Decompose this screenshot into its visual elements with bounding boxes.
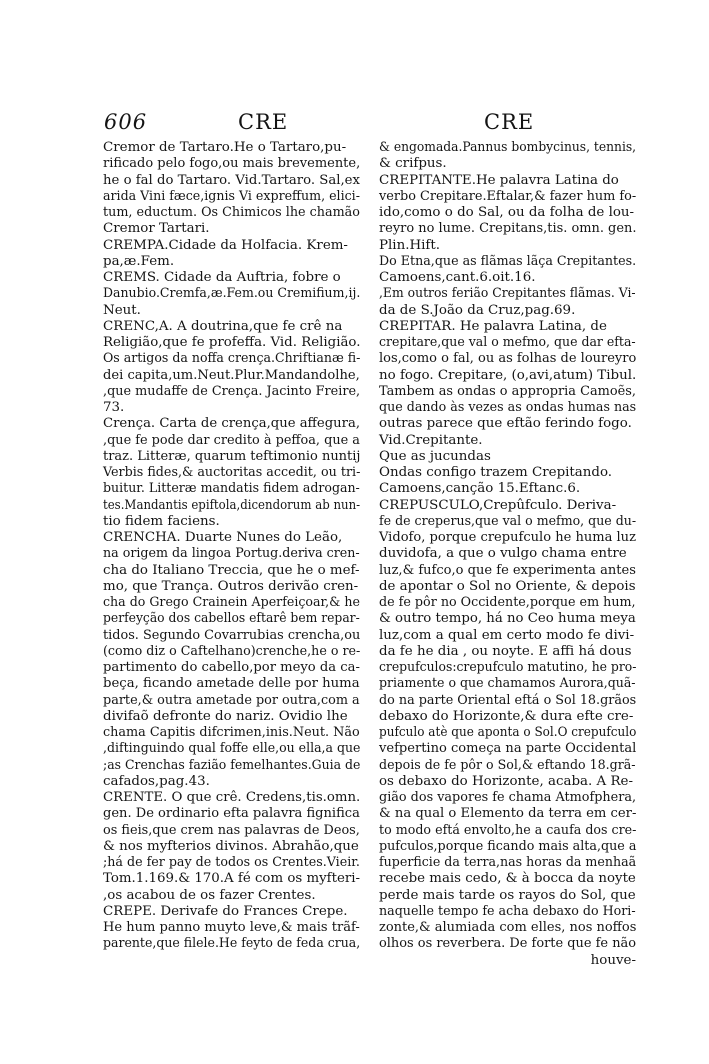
text-line: chama Capitis difcrimen,inis.Neut. Não — [103, 725, 360, 740]
text-line: tidos. Segundo Covarrubias crencha,ou — [103, 627, 361, 643]
text-line: tum, eductum. Os Chimicos lhe chamão — [103, 205, 360, 220]
text-line: partimento do cabello,por meyo da ca- — [103, 660, 360, 675]
text-line: os fieis,que crem nas palavras de Deos, — [103, 822, 360, 838]
text-line: pa,æ.Fem. — [103, 253, 175, 269]
text-line: 73. — [103, 400, 125, 415]
text-line: depois de fe pôr o Sol,& eftando 18.grã- — [379, 757, 636, 773]
text-line: gião dos vapores fe chama Atmofphera, — [379, 790, 637, 805]
text-line: luz,& fufco,o que fe experimenta antes — [379, 562, 636, 578]
text-line: pufculo atè que aponta o Sol.O crepufculo — [379, 725, 637, 740]
left-column-heading: CRE — [238, 110, 289, 134]
text-line: Os artigos da noffa crença.Chriftianæ fi- — [103, 351, 361, 367]
text-line: CREMS. Cidade da Auftria, fobre o — [103, 270, 341, 285]
text-line: zonte,& alumiada com elles, nos noffos — [379, 920, 637, 935]
text-line: crepitare,que val o mefmo, que dar efta- — [379, 335, 636, 350]
text-line: de apontar o Sol no Oriente, & depois — [379, 578, 636, 594]
text-line: ,Em outros ferião Crepitantes flãmas. Vi- — [379, 286, 636, 302]
text-line: houve- — [590, 952, 636, 968]
text-line: fe de creperus,que val o mefmo, que du- — [379, 513, 637, 529]
text-line: Tom.1.169.& 170.A fé com os myfteri- — [103, 871, 360, 887]
text-line: CRENTE. O que crê. Credens,tis.omn. — [103, 790, 361, 805]
text-line: & na qual o Elemento da terra em cer- — [379, 806, 637, 822]
text-line: ,que mudaffe de Crença. Jacinto Freire, — [103, 383, 361, 399]
text-line: divifaõ defronte do nariz. Ovidio lhe — [103, 708, 348, 724]
text-line: & crifpus. — [379, 156, 447, 172]
text-line: tes.Mandantis epiftola,dicendorum ab nun- — [103, 497, 361, 513]
text-line: CREPITAR. He palavra Latina, de — [379, 318, 607, 334]
text-line: reyro no lume. Crepitans,tis. omn. gen. — [379, 221, 637, 237]
text-line: he o fal do Tartaro. Vid.Tartaro. Sal,ex — [103, 172, 360, 188]
text-line: Vidofo, porque crepufculo he huma luz — [379, 530, 636, 545]
text-line: fuperficie da terra,nas horas da menhaã — [379, 855, 637, 870]
text-line: CREMPA.Cidade da Holfacia. Krem- — [103, 237, 348, 253]
text-line: do na parte Oriental eftá o Sol 18.grãos — [379, 692, 637, 708]
text-line: priamente o que chamamos Aurora,quã- — [379, 676, 636, 692]
text-line: pufculos,porque ficando mais alta,que a — [379, 838, 637, 854]
text-line: perfeyção dos cabellos eftarê bem repar- — [103, 611, 360, 627]
text-line: Camoens,cant.6.oit.16. — [379, 270, 536, 285]
text-line: outras parece que eftão ferindo fogo. — [379, 416, 632, 432]
text-line: vefpertino começa na parte Occidental — [379, 741, 637, 757]
text-line: Verbis fides,& auctoritas accedit, ou tri- — [103, 465, 361, 480]
text-line: CREPUSCULO,Crepûfculo. Deriva- — [379, 497, 617, 513]
text-line: gen. De ordinario efta palavra fignifica — [103, 806, 360, 822]
text-line: na origem da lingoa Portug.deriva cren- — [103, 546, 360, 562]
text-line: mo, que Trança. Outros derivão cren- — [103, 578, 359, 594]
text-line: Do Etna,que as flãmas lãça Crepitantes. — [379, 253, 637, 269]
text-line: CREPE. Derivafe do Frances Crepe. — [103, 903, 348, 919]
text-line: & outro tempo, há no Ceo huma meya — [379, 611, 636, 627]
text-line: arida Vini fæce,ignis Vi expreffum, elici- — [103, 188, 360, 204]
text-line: olhos os reverbera. De forte que fe não — [379, 936, 637, 952]
text-line: traz. Litteræ, quarum teftimonio nuntij — [103, 448, 361, 464]
text-line: tio fidem faciens. — [103, 513, 220, 529]
text-line: luz,com a qual em certo modo fe divi- — [379, 627, 635, 643]
text-line: CRENCHA. Duarte Nunes do Leão, — [103, 530, 343, 545]
text-line: dei capita,um.Neut.Plur.Mandandolhe, — [103, 367, 360, 383]
text-line: que dando às vezes as ondas humas nas — [379, 400, 637, 415]
right-column-heading: CRE — [484, 110, 535, 134]
text-line: da de S.João da Cruz,pag.69. — [379, 302, 576, 318]
text-line: Cremor de Tartaro.He o Tartaro,pu- — [103, 140, 347, 155]
text-line: os debaxo do Horizonte, acaba. A Re- — [379, 773, 633, 789]
text-line: buitur. Litteræ mandatis fidem adrogan- — [103, 481, 360, 497]
text-line: He hum panno muyto leve,& mais trãf- — [103, 920, 360, 935]
text-line: & nos myfterios divinos. Abrahão,que — [103, 838, 359, 854]
text-line: beça, ficando ametade delle por huma — [103, 676, 360, 692]
right-column — [379, 140, 636, 969]
text-line: & engomada.Pannus bombycinus, tennis, — [379, 140, 637, 155]
text-line: ,que fe pode dar credito à peffoa, que a — [103, 432, 360, 448]
text-line: naquelle tempo fe acha debaxo do Hori- — [379, 903, 636, 919]
left-column — [103, 140, 360, 953]
text-line: Danubio.Cremfa,æ.Fem.ou Cremifium,ij. — [103, 286, 361, 302]
page-number: 606 — [104, 110, 148, 134]
text-line: Cremor Tartari. — [103, 221, 210, 237]
text-line: rificado pelo fogo,ou mais brevemente, — [103, 156, 361, 172]
text-line: Que as jucundas — [379, 448, 491, 464]
text-line: Plin.Hift. — [379, 237, 441, 253]
text-line: debaxo do Horizonte,& dura efte cre- — [379, 708, 634, 724]
text-line: (como diz o Caftelhano)crenche,he o re- — [103, 643, 361, 659]
text-line: crepufculos:crepufculo matutino, he pro- — [379, 660, 637, 675]
text-line: da fe he dia , ou noyte. E affi há dous — [379, 643, 632, 659]
text-line: parte,& outra ametade por outra,com a — [103, 692, 360, 708]
text-line: ido,como o do Sal, ou da folha de lou- — [379, 205, 635, 220]
text-line: Neut. — [103, 302, 141, 318]
text-line: duvidofa, a que o vulgo chama entre — [379, 546, 627, 562]
text-line: parente,que filele.He feyto de feda crua, — [103, 936, 361, 952]
text-line: Crença. Carta de crença,que affegura, — [103, 416, 361, 432]
text-line: Ondas configo trazem Crepitando. — [379, 465, 613, 480]
text-line: to modo eftá envolto,he a caufa dos cre- — [379, 822, 637, 838]
text-line: CRENC,A. A doutrina,que fe crê na — [103, 318, 343, 334]
text-line: ;as Crenchas fazião femelhantes.Guia de — [103, 757, 361, 773]
text-line: ,os acabou de os fazer Crentes. — [103, 887, 316, 903]
text-line: verbo Crepitare.Eftalar,& fazer hum fo- — [379, 188, 637, 204]
text-line: no fogo. Crepitare, (o,avi,atum) Tibul. — [379, 367, 637, 383]
text-line: Vid.Crepitante. — [379, 432, 483, 448]
text-line: recebe mais cedo, & à bocca da noyte — [379, 871, 636, 887]
text-line: cha do Italiano Treccia, que he o mef- — [103, 562, 360, 578]
text-line: perde mais tarde os rayos do Sol, que — [379, 887, 636, 903]
text-line: Religião,que fe profeffa. Vid. Religião. — [103, 335, 361, 350]
text-line: los,como o fal, ou as folhas de loureyro — [379, 351, 637, 367]
text-line: cha do Grego Crainein Aperfeiçoar,& he — [103, 595, 360, 610]
text-line: ,diftinguindo qual foffe elle,ou ella,a que — [103, 741, 361, 757]
text-line: ;há de fer pay de todos os Crentes.Vieir. — [103, 855, 360, 870]
text-line: Camoens,canção 15.Eftanc.6. — [379, 481, 581, 497]
text-line: CREPITANTE.He palavra Latina do — [379, 172, 619, 188]
text-line: cafados,pag.43. — [103, 773, 210, 789]
text-line: de fe pôr no Occidente,porque em hum, — [379, 595, 636, 610]
text-line: Tambem as ondas o appropria Camoẽs, — [379, 383, 636, 399]
